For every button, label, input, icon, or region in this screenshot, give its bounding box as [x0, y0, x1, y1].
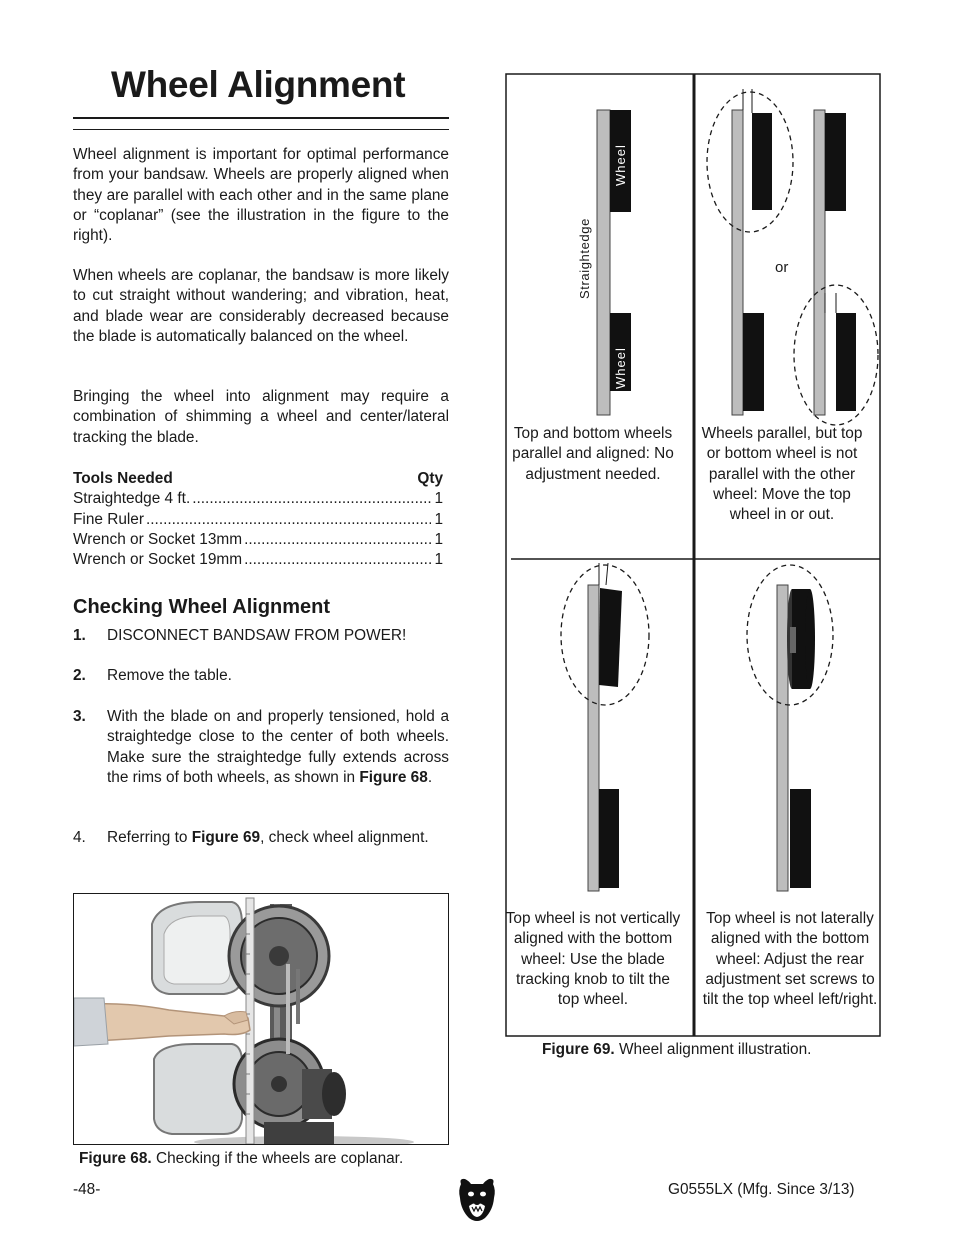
figure-68-caption-text: Checking if the wheels are coplanar. — [155, 1150, 404, 1167]
bandsaw-photo — [74, 894, 448, 1144]
step-text: With the blade on and properly tensioned, hold a straightedge close to the center of both wheels. Make sure the straightedge fully extends across the rims of both wheels, as shown in Figure 68. — [107, 708, 449, 786]
page-title: Wheel Alignment — [111, 64, 406, 105]
straightedge — [777, 585, 788, 891]
tool-row — [73, 510, 443, 530]
step-text: Referring to Figure 69, check wheel alignment. — [107, 829, 429, 846]
figure-69-diagram — [505, 73, 881, 1037]
step-4 — [73, 828, 449, 848]
tool-qty: 1 — [434, 551, 443, 569]
panel-vertical-tilt — [561, 563, 649, 891]
panel-aligned — [577, 110, 631, 415]
straightedge-label: Straightedge — [577, 218, 592, 299]
bottom-wheel — [836, 313, 856, 411]
coplanar-paragraph: When wheels are coplanar, the bandsaw is more likely to cut straight without wandering; and vibration, heat, and blade wear are considerably decreased because the blade is automatically balanced on the wheel. — [73, 267, 449, 345]
figure-68-caption — [79, 1150, 403, 1168]
tool-name: Straightedge 4 ft. — [73, 490, 191, 508]
panel-caption-aligned: Top and bottom wheels parallel and aligned: No adjustment needed. — [512, 425, 674, 483]
step-2 — [73, 666, 449, 686]
panel-lateral-tilt — [747, 565, 833, 891]
tool-row — [73, 489, 443, 509]
figure-69-reference: Figure 69 — [191, 829, 261, 846]
step-1 — [73, 626, 449, 646]
grizzly-bear-logo-icon — [457, 1176, 497, 1224]
bottom-wheel — [790, 789, 811, 888]
step-number: 1. — [73, 627, 86, 644]
figure-68-label: Figure 68. — [79, 1150, 152, 1167]
bottom-wheel — [599, 789, 619, 888]
straightedge — [597, 110, 610, 415]
highlight-circle — [707, 92, 793, 232]
top-wheel-label: Wheel — [613, 144, 628, 186]
panel-caption-vertical-tilt: Top wheel is not vertically aligned with the bottom wheel: Use the blade tracking knob to tilt the top wheel. — [505, 910, 681, 1009]
top-wheel — [752, 113, 772, 210]
section-title: Checking Wheel Alignment — [73, 596, 331, 618]
figure-69-caption — [542, 1041, 811, 1059]
or-label: or — [775, 259, 789, 276]
tool-name: Wrench or Socket 19mm — [73, 551, 243, 569]
title-rule-bottom — [73, 129, 449, 130]
tool-row — [73, 550, 443, 570]
tool-qty: 1 — [434, 510, 443, 528]
tool-qty: 1 — [434, 490, 443, 508]
page-number: -48- — [73, 1181, 101, 1198]
tool-qty: 1 — [434, 530, 443, 548]
figure-68-reference: Figure 68 — [359, 768, 428, 786]
panel-caption-offset: Wheels parallel, but top or bottom wheel is not parallel with the other wheel: Move the top wheel in or out. — [701, 425, 863, 524]
tools-header-qty: Qty — [417, 470, 443, 487]
panel-offset — [707, 89, 878, 425]
step-3 — [73, 707, 449, 788]
tool-row — [73, 530, 443, 550]
top-wheel — [825, 113, 846, 211]
figure-69-label: Figure 69. — [542, 1041, 615, 1058]
figure-68-photo — [73, 893, 449, 1145]
alignment-paragraph: Bringing the wheel into alignment may require a combination of shimming a wheel and center/lateral tracking the blade. — [73, 388, 449, 446]
tools-needed-table — [73, 469, 443, 570]
tilted-top-wheel — [599, 588, 622, 687]
step-number: 4. — [73, 829, 86, 846]
step-number: 2. — [73, 667, 86, 684]
model-info: G0555LX (Mfg. Since 3/13) — [668, 1181, 855, 1198]
bottom-wheel-label: Wheel — [613, 347, 628, 389]
step-text: DISCONNECT BANDSAW FROM POWER! — [107, 627, 407, 644]
straightedge — [732, 110, 743, 415]
panel-caption-lateral-tilt: Top wheel is not laterally aligned with the bottom wheel: Adjust the rear adjustment set screws to tilt the top wheel left/right. — [702, 910, 878, 1009]
bottom-wheel — [743, 313, 764, 411]
tool-name: Wrench or Socket 13mm — [73, 530, 243, 548]
tool-name: Fine Ruler — [73, 510, 144, 528]
figure-69-caption-text: Wheel alignment illustration. — [618, 1041, 812, 1058]
straightedge — [814, 110, 825, 415]
intro-paragraph: Wheel alignment is important for optimal performance from your bandsaw. Wheels are properly aligned when they are parallel with each other and in the same plane or “coplanar” (see the illustration in the figure to the right). — [73, 146, 449, 245]
tools-header-name: Tools Needed — [73, 470, 173, 487]
step-number: 3. — [73, 708, 86, 725]
tools-header — [73, 469, 443, 489]
straightedge — [588, 585, 599, 891]
title-rule-top — [73, 117, 449, 119]
step-text: Remove the table. — [107, 667, 232, 684]
